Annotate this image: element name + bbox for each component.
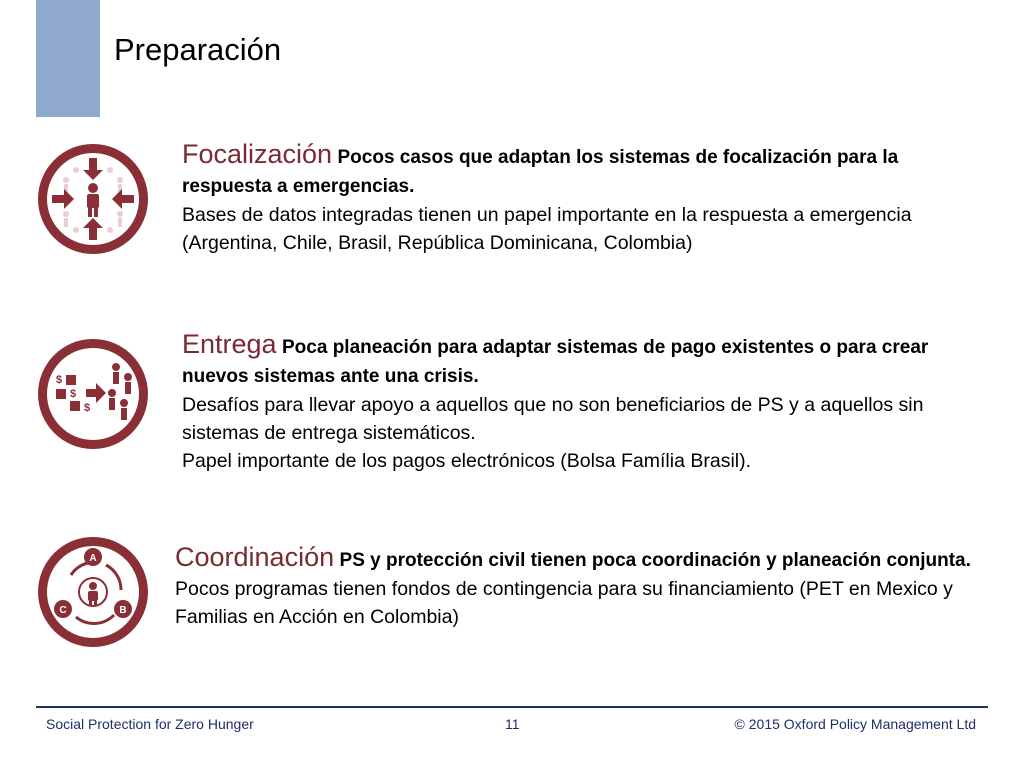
section-coordinacion (175, 543, 975, 631)
delivery-icon (36, 337, 150, 451)
footer-left-text: Social Protection for Zero Hunger (46, 716, 254, 732)
icon-letter-b: B (119, 605, 127, 616)
section-body: Desafíos para llevar apoyo a aquellos que no son beneficiarios de PS y a aquellos sin sistemas de entrega sistemáticos. (182, 394, 924, 444)
footer-copyright: © 2015 Oxford Policy Management Ltd (734, 716, 976, 732)
section-body: Bases de datos integradas tienen un papel importante en la respuesta a emergencia (Argentina, Chile, Brasil, República Dominicana, Colombia) (182, 204, 912, 254)
section-bold-text: PS y protección civil tienen poca coordinación y planeación conjunta. (339, 550, 971, 571)
section-focalizacion (182, 140, 982, 257)
page-number: 11 (505, 716, 520, 732)
section-bold-text: Poca planeación para adaptar sistemas de pago existentes o para crear nuevos sistemas ante una crisis. (182, 337, 929, 387)
svg-text:$: $ (84, 402, 91, 414)
section-heading: Entrega (182, 329, 277, 359)
footer-divider (36, 706, 988, 708)
icon-letter-a: A (89, 553, 97, 564)
section-body: Pocos programas tienen fondos de contingencia para su financiamiento (PET en Mexico y Familias en Acción en Colombia) (175, 578, 953, 628)
slide-title: Preparación (114, 32, 282, 67)
section-heading: Coordinación (175, 542, 335, 572)
svg-text:$: $ (70, 388, 77, 400)
section-body-2: Papel importante de los pagos electrónicos (Bolsa Família Brasil). (182, 450, 752, 472)
targeting-icon (36, 142, 150, 256)
coordination-icon (36, 535, 150, 649)
title-accent-bar (36, 0, 100, 117)
icon-letter-c: C (59, 605, 67, 616)
section-entrega (182, 330, 982, 475)
svg-text:$: $ (56, 374, 63, 386)
section-heading: Focalización (182, 139, 333, 169)
section-bold-text: Pocos casos que adaptan los sistemas de focalización para la respuesta a emergencias. (182, 147, 899, 197)
